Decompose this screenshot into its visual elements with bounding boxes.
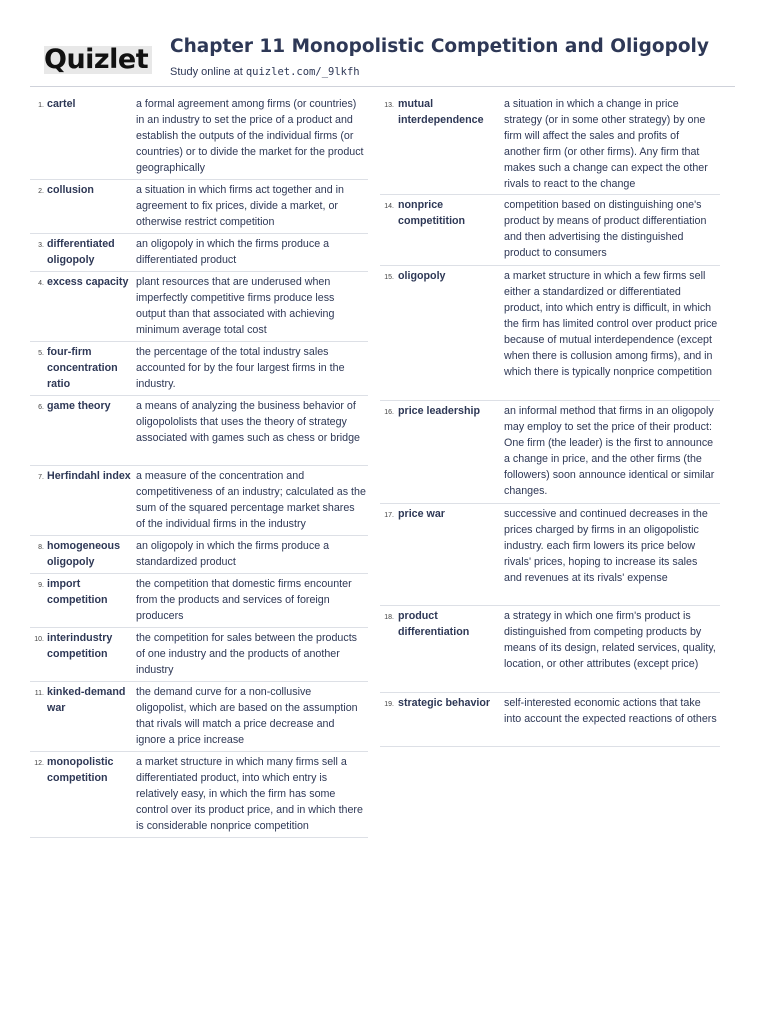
- term-row: [380, 606, 720, 693]
- term-definition: self-interested economic actions that take into account the expected reactions of others: [504, 697, 717, 725]
- term-number: 7.: [38, 474, 44, 481]
- term-name: product differentiation: [398, 610, 470, 638]
- header-divider: [30, 86, 735, 87]
- term-definition: a formal agreement among firms (or countries) in an industry to set the price of a product and establish the outputs of the individual firms (or countries) or to divide the market for the product geographically: [136, 98, 364, 174]
- term-name: monopolistic competition: [47, 756, 114, 784]
- term-row: [380, 266, 720, 401]
- term-row: [30, 682, 368, 752]
- term-name: oligopoly: [398, 270, 446, 282]
- term-name: collusion: [47, 184, 94, 196]
- term-name: differentiated oligopoly: [47, 238, 115, 266]
- term-name: cartel: [47, 98, 76, 110]
- term-number: 17.: [384, 512, 394, 519]
- page-header: [0, 0, 768, 90]
- term-row: [380, 94, 720, 195]
- term-number: 19.: [384, 701, 394, 708]
- term-definition: competition based on distinguishing one's product by means of product differentiation and then advertising the distinguished product to consumers: [504, 199, 707, 259]
- term-name: excess capacity: [47, 276, 129, 288]
- term-number: 13.: [384, 102, 394, 109]
- term-row: [30, 272, 368, 342]
- term-row: [30, 752, 368, 838]
- term-definition: a means of analyzing the business behavior of oligopololists that uses the theory of strategy associated with games such as chess or bridge: [136, 400, 360, 444]
- term-definition: a market structure in which a few firms sell either a standardized or differentiated product, into which entry is difficult, in which the firm has limited control over product price because of mutual interdependence (except when there is collusion among firms), and in which there is typically nonprice competition: [504, 270, 718, 378]
- term-definition: plant resources that are underused when imperfectly competitive firms produce less output than that associated with achieving minimum average total cost: [136, 276, 335, 336]
- term-name: strategic behavior: [398, 697, 491, 709]
- page-title: Chapter 11 Monopolistic Competition and Oligopoly: [170, 36, 709, 57]
- term-number: 11.: [34, 690, 44, 697]
- term-name: price war: [398, 508, 445, 520]
- term-number: 15.: [384, 274, 394, 281]
- term-definition: a strategy in which one firm's product is distinguished from competing products by means of its design, related services, quality, location, or other attributes (except price): [504, 610, 716, 670]
- term-definition: an oligopoly in which the firms produce a standardized product: [136, 540, 330, 568]
- term-row: [30, 536, 368, 574]
- term-number: 2.: [38, 188, 44, 195]
- term-row: [380, 693, 720, 747]
- term-row: [30, 396, 368, 466]
- term-row: [30, 234, 368, 272]
- left-term-list: [30, 94, 368, 838]
- term-row: [380, 195, 720, 266]
- term-name: game theory: [47, 400, 111, 412]
- term-definition: the percentage of the total industry sales accounted for by the four largest firms in the industry.: [136, 346, 345, 390]
- term-number: 1.: [38, 102, 44, 109]
- term-name: import competition: [47, 578, 108, 606]
- term-definition: an oligopoly in which the firms produce a differentiated product: [136, 238, 330, 266]
- term-number: 18.: [384, 614, 394, 621]
- term-row: [30, 180, 368, 234]
- quizlet-logo[interactable]: Quizlet: [44, 44, 149, 75]
- term-number: 8.: [38, 544, 44, 551]
- term-definition: successive and continued decreases in the prices charged by firms in an oligopolistic industry. each firm lowers its price below rivals' prices, hoping to increase its sales and revenues at its rivals' expense: [504, 508, 708, 584]
- term-name: four-firm concentration ratio: [47, 346, 118, 390]
- term-number: 6.: [38, 404, 44, 411]
- term-definition: an informal method that firms in an oligopoly may employ to set the price of their product: One firm (the leader) is the first to announce a change in price, and the other firms (the followers) soon announce identical or similar changes.: [504, 405, 715, 497]
- term-number: 16.: [384, 409, 394, 416]
- study-online-line: [170, 66, 360, 78]
- term-definition: a situation in which firms act together and in agreement to fix prices, divide a market, or otherwise restrict competition: [136, 184, 344, 228]
- term-name: Herfindahl index: [47, 470, 131, 482]
- study-online-label: Study online at: [170, 66, 243, 78]
- right-term-list: [380, 94, 720, 747]
- term-number: 9.: [38, 582, 44, 589]
- term-row: [30, 574, 368, 628]
- study-online-link[interactable]: quizlet.com/_9lkfh: [245, 66, 360, 78]
- term-number: 12.: [34, 760, 44, 767]
- term-definition: the competition that domestic firms encounter from the products and services of foreign producers: [136, 578, 352, 622]
- term-name: mutual interdependence: [398, 98, 484, 126]
- term-row: [30, 94, 368, 180]
- term-number: 5.: [38, 350, 44, 357]
- term-definition: the demand curve for a non-collusive oligopolist, which are based on the assumption that rivals will match a price decrease and ignore a price increase: [136, 686, 358, 746]
- term-name: homogeneous oligopoly: [47, 540, 121, 568]
- term-row: [30, 466, 368, 536]
- term-number: 3.: [38, 242, 44, 249]
- term-number: 14.: [384, 203, 394, 210]
- term-definition: a situation in which a change in price strategy (or in some other strategy) by one firm will affect the sales and profits of another firm (or other firms). Any firm that makes such a change can expect the other rivals to react to the change: [504, 98, 708, 190]
- term-name: price leadership: [398, 405, 480, 417]
- term-definition: a measure of the concentration and competitiveness of an industry; calculated as the sum of the squared percentage market shares of the individual firms in the industry: [136, 470, 366, 530]
- term-row: [30, 628, 368, 682]
- term-number: 4.: [38, 280, 44, 287]
- term-name: kinked-demand war: [47, 686, 126, 714]
- term-name: nonprice competitition: [398, 199, 466, 227]
- term-row: [380, 504, 720, 606]
- term-row: [380, 401, 720, 504]
- term-row: [30, 342, 368, 396]
- term-definition: a market structure in which many firms sell a differentiated product, into which entry is relatively easy, in which the firm has some control over its product price, and in which there is considerable nonprice competition: [136, 756, 363, 832]
- term-name: interindustry competition: [47, 632, 113, 660]
- term-number: 10.: [34, 636, 44, 643]
- term-definition: the competition for sales between the products of one industry and the products of another industry: [136, 632, 358, 676]
